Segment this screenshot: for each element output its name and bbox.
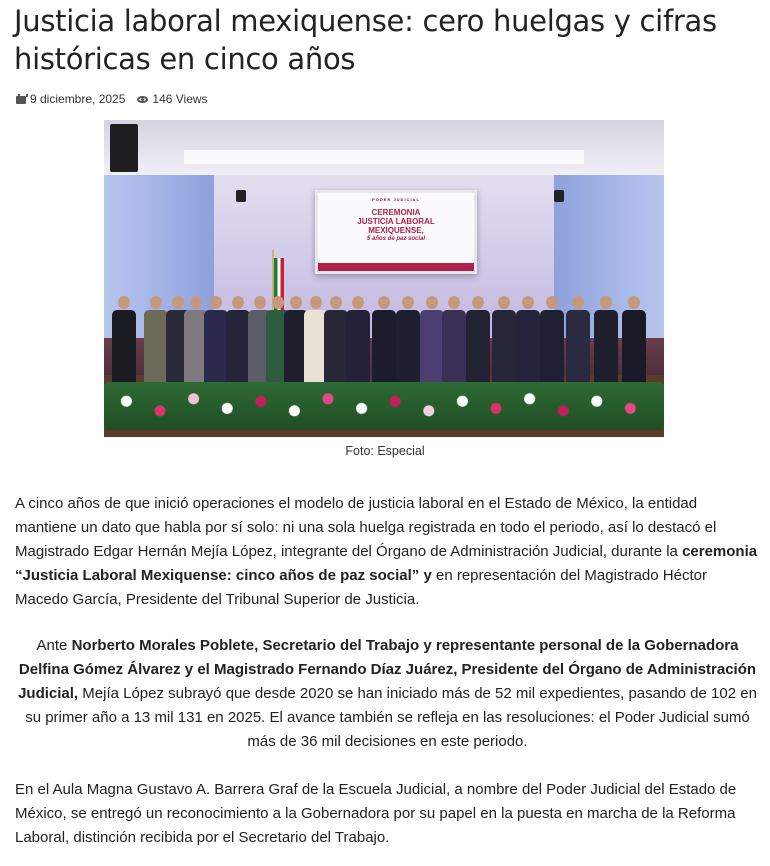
paragraph-bold-text: Norberto Morales Poblete, Secretario del Trabajo y representante personal de la Gobernadora Delfina Gómez Álvarez y el Magistrado Fernando Díaz Juárez, Presidente del Órgano de Administración Judicial, (18, 637, 757, 702)
calendar-icon (16, 94, 26, 104)
article-photo (104, 120, 664, 437)
flower-arrangement (104, 382, 664, 430)
spotlight-icon (554, 190, 564, 202)
paragraph-bold-text: ceremonia “Justicia Laboral Mexiquense: cinco años de paz social” y (15, 543, 758, 584)
group-of-people (104, 278, 664, 388)
article-paragraph (15, 492, 760, 612)
screen-line: MEXIQUENSE, (368, 226, 424, 235)
paragraph-text: en representación del Magistrado Héctor Macedo García, Presidente del Tribunal Superior de Justicia. (15, 567, 707, 608)
paragraph-text: Mejía López subrayó que desde 2020 se han iniciado más de 52 mil expedientes, pasando de 102 en su primer año a 13 mil 131 en 2025. El avance también se refleja en las resoluciones: el Poder Judicial sumó más de 36 mil decisiones en este periodo. (25, 685, 757, 750)
speaker-icon (110, 124, 138, 172)
projection-screen: PODER JUDICIAL CEREMONIA JUSTICIA LABORAL MEXIQUENSE, 5 años de paz social (315, 190, 477, 274)
eye-icon (137, 96, 148, 103)
spotlight-icon (236, 190, 246, 202)
article-paragraph (15, 634, 760, 754)
paragraph-text: Ante (36, 637, 72, 654)
paragraph-text: A cinco años de que inició operaciones el modelo de justicia laboral en el Estado de México, la entidad mantiene un dato que habla por sí solo: ni una sola huelga registrada en todo el periodo, así lo destacó el Magistrado Edgar Hernán Mejía López, integrante del Órgano de Administración Judicial, durante la (15, 495, 717, 560)
paragraph-text: En el Aula Magna Gustavo A. Barrera Graf de la Escuela Judicial, a nombre del Poder Judicial del Estado de México, se entregó un reconocimiento a la Gobernadora por su papel en la puesta en marcha de la Reforma Laboral, distinción recibida por el Secretario del Trabajo. (15, 781, 737, 846)
article-paragraph (15, 778, 760, 850)
article-meta (16, 90, 208, 108)
screen-line: CEREMONIA (371, 208, 421, 217)
article-views: 146 Views (152, 92, 208, 106)
screen-line: 5 años de paz social (366, 236, 426, 242)
image-caption: Foto: Especial (345, 444, 425, 458)
article-title: Justicia laboral mexiquense: cero huelgas y cifras históricas en cinco años (14, 4, 717, 76)
screen-line: JUSTICIA LABORAL (357, 217, 435, 226)
article-date: 9 diciembre, 2025 (30, 92, 126, 106)
